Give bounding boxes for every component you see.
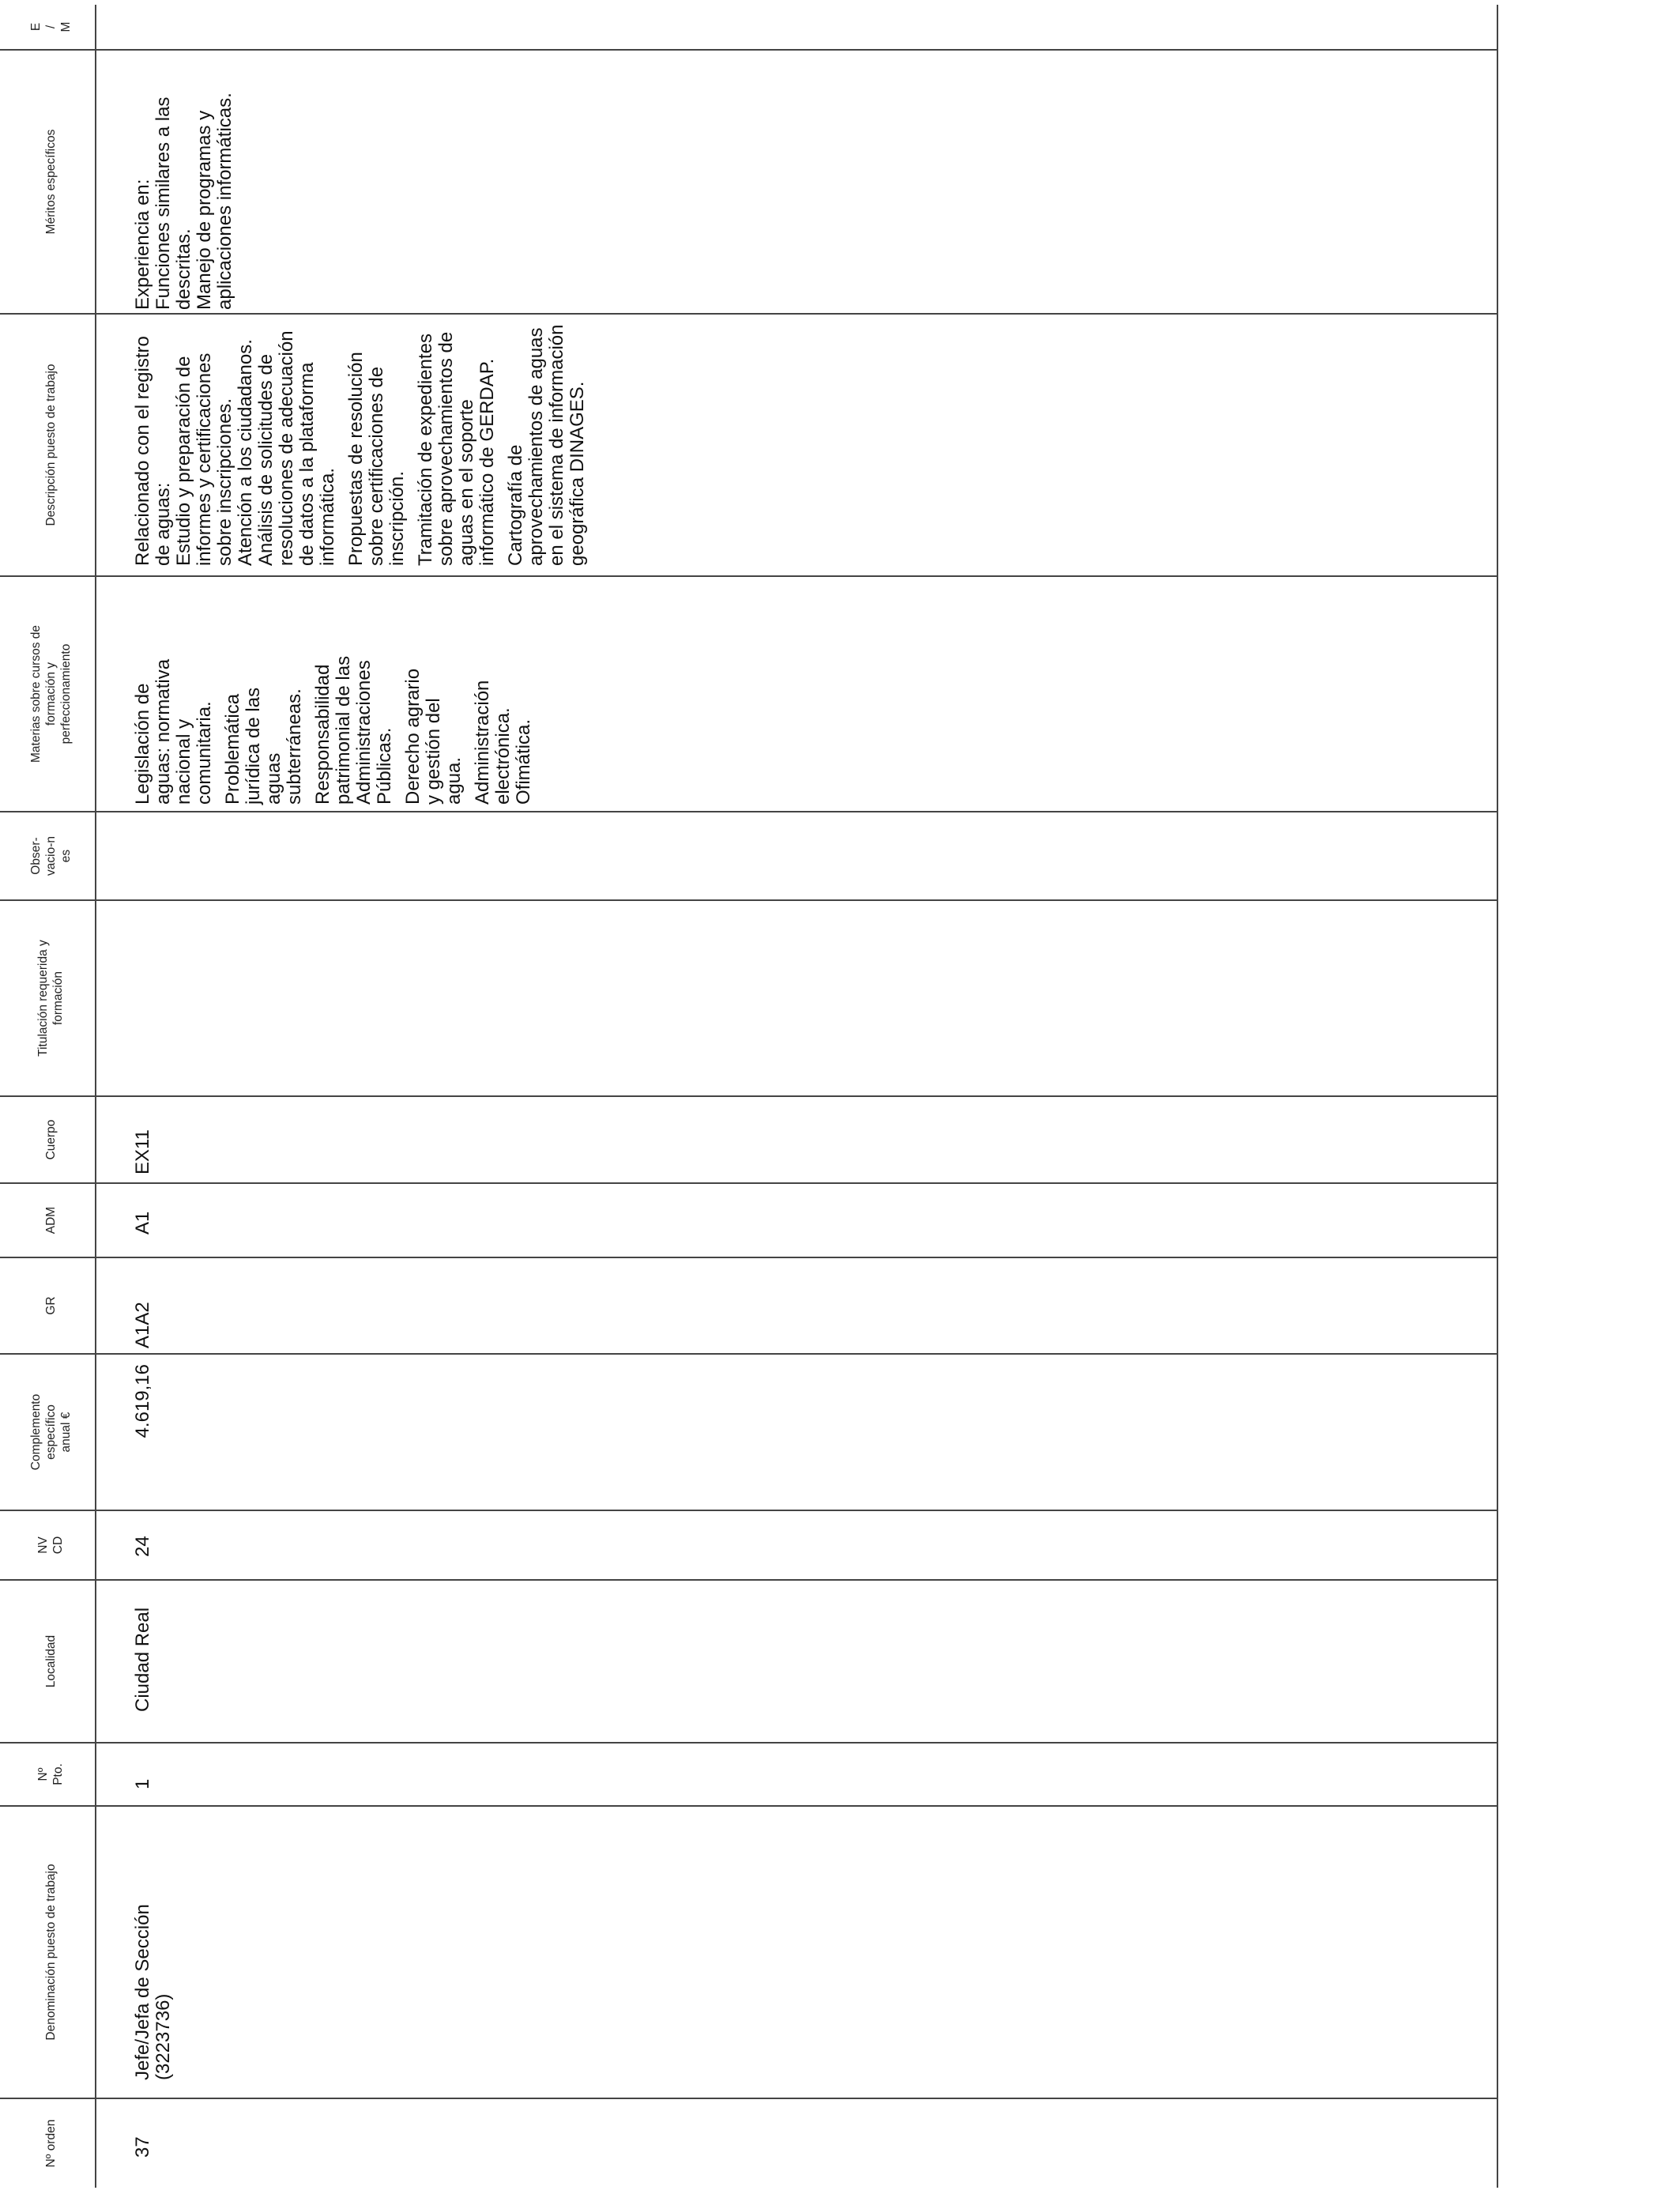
col-divider: [0, 1742, 1497, 1744]
meritos-item: Funciones similares a las descritas.: [153, 96, 194, 310]
col-divider: [0, 2098, 1497, 2099]
cell-npto: 1: [132, 1778, 153, 1789]
header-localidad: Localidad: [43, 1634, 58, 1688]
cell-adm: A1: [132, 1211, 153, 1235]
cell-complemento: 4.619,16: [132, 1364, 153, 1438]
cell-localidad: Ciudad Real: [132, 1607, 153, 1712]
cell-denominacion: Jefe/Jefa de Sección (3223736): [132, 1904, 174, 2080]
meritos-intro: Experiencia en:: [132, 179, 153, 310]
col-divider: [0, 1095, 1497, 1097]
header-em: E / M: [28, 21, 73, 32]
descripcion-item: Atención a los ciudadanos.: [235, 339, 256, 566]
descripcion-item: Análisis de solicitudes de resoluciones de adecuación de datos a la plataforma informática.: [255, 330, 338, 566]
materias-item: Legislación de aguas: normativa nacional y comunitaria.: [132, 658, 215, 805]
materias-item: Administración electrónica.: [472, 680, 514, 805]
col-divider: [0, 1257, 1497, 1258]
meritos-item: Manejo de programas y aplicaciones informáticas.: [194, 92, 235, 310]
materias-item: Problemática jurídica de las aguas subterráneas.: [222, 687, 305, 805]
header-nvcd: NV CD: [36, 1536, 65, 1555]
col-divider: [0, 1353, 1497, 1355]
col-divider: [0, 313, 1497, 315]
col-divider: [0, 575, 1497, 577]
header-titulacion: Titulación requerida y formación: [36, 940, 65, 1057]
col-divider: [0, 1510, 1497, 1511]
materias-item: Derecho agrario y gestión del agua.: [402, 668, 465, 805]
col-divider: [0, 811, 1497, 812]
header-complemento: Complemento específico anual €: [28, 1393, 73, 1471]
col-divider: [0, 1579, 1497, 1581]
descripcion-item: Tramitación de expedientes sobre aprovechamientos de aguas en el soporte informático de GERDAP.: [415, 331, 498, 566]
descripcion-item: Estudio y preparación de informes y certificaciones sobre inscripciones.: [173, 352, 235, 566]
col-divider: [0, 1805, 1497, 1807]
descripcion-item: Propuestas de resolución sobre certificaciones de inscripción.: [345, 352, 408, 566]
header-gr: GR: [43, 1296, 58, 1315]
header-orden: Nº orden: [43, 2119, 58, 2168]
header-meritos: Méritos específicos: [43, 129, 58, 235]
col-divider: [0, 1182, 1497, 1184]
cell-nvcd: 24: [132, 1536, 153, 1557]
col-divider: [0, 49, 1497, 51]
header-denominacion: Denominación puesto de trabajo: [43, 1864, 58, 2041]
header-observaciones: Obser-vacio-nes: [28, 836, 73, 876]
header-npto: Nº Pto.: [36, 1763, 65, 1785]
descripcion-item: Cartografía de aprovechamientos de aguas en el sistema de información geográfica DINAGES.: [505, 324, 588, 566]
materias-item: Responsabilidad patrimonial de las Administraciones Públicas.: [312, 655, 395, 805]
header-descripcion: Descripción puesto de trabajo: [43, 364, 58, 526]
col-divider: [0, 899, 1497, 901]
descripcion-intro: Relacionado con el registro de aguas:: [132, 336, 174, 566]
header-cuerpo: Cuerpo: [43, 1119, 58, 1160]
header-materias: Materias sobre cursos de formación y perfeccionamiento: [28, 624, 73, 763]
materias-item: Ofimática.: [513, 718, 534, 805]
cell-meritos: [133, 57, 243, 310]
header-adm: ADM: [43, 1206, 58, 1235]
cell-orden: 37: [132, 2136, 153, 2158]
cell-cuerpo: EX11: [132, 1129, 153, 1174]
cell-gr: A1A2: [132, 1302, 153, 1348]
cell-materias: [133, 654, 542, 805]
cell-descripcion: [133, 321, 596, 566]
